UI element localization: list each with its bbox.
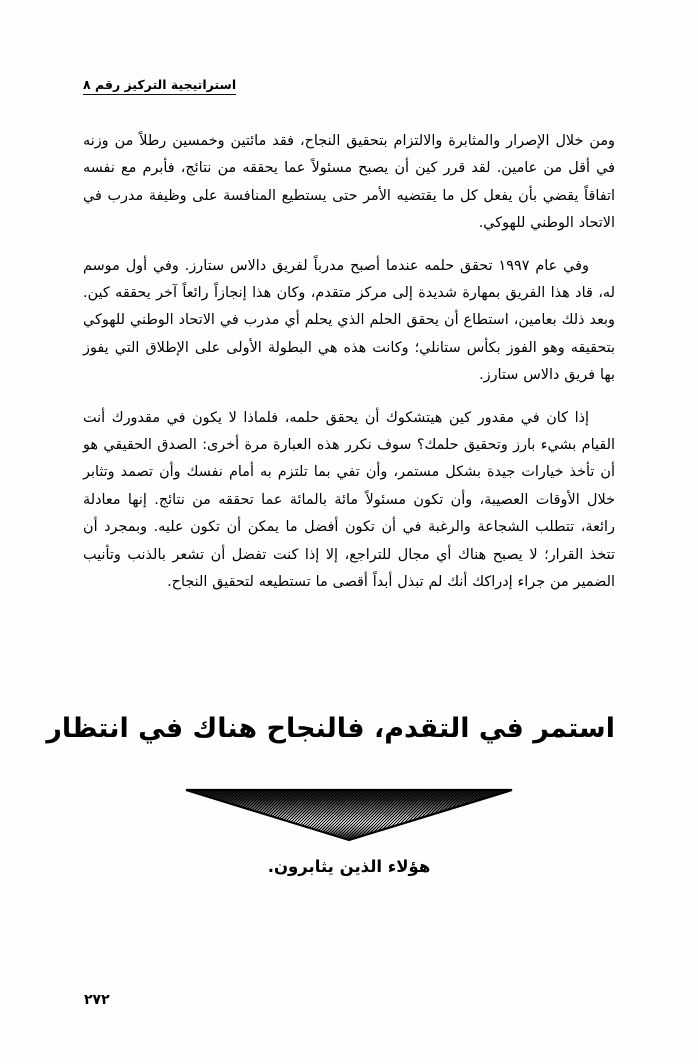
running-header: [83, 74, 615, 95]
running-header-title: استراتيجية التركيز رقم ٨: [83, 77, 236, 95]
pullquote-heading: استمر في التقدم، فالنجاح هناك في انتظار: [46, 713, 615, 744]
body-text-column: [83, 128, 615, 612]
page-number: ٢٧٢: [84, 992, 110, 1008]
paragraph: ومن خلال الإصرار والمثابرة والالتزام بتحقيق النجاح، فقد مائتين وخمسين رطلاً من وزنه في أقل من عامين. لقد قرر كين أن يصبح مسئولاً عما يحققه من نتائج، فأبرم مع نفسه اتفاقاً يقضي بأن يفعل كل ما يقتضيه الأمر حتى يستطيع المنافسة على وظيفة مدرب في الاتحاد الوطني للهوكي.: [83, 133, 615, 232]
triangle-ornament-icon: [184, 784, 514, 846]
paragraph: إذا كان في مقدور كين هيتشكوك أن يحقق حلمه، فلماذا لا يكون في مقدورك أنت القيام بشيء بارز وتحقيق حلمك؟ سوف نكرر هذه العبارة مرة أخرى: الصدق الحقيقي هو أن تأخذ خيارات جيدة بشكل مستمر، وأن تفي بما تلتزم به أمام نفسك وأن تصمد وتثابر خلال الأوقات العصيبة، وأن تكون مسئولاً مائة بالمائة عما تحققه من نتائج. إنها معادلة رائعة، تتطلب الشجاعة والرغبة في أن تكون أفضل ما يمكن أن تكون عليه. وبمجرد أن تتخذ القرار؛ لا يصبح هناك أي مجال للتراجع، إلا إذا كنت تفضل أن تشعر بالذنب وتأنيب الضمير من جراء إدراكك أنك لم تبذل أبداً أقصى ما تستطيعه لتحقيق النجاح.: [83, 409, 615, 591]
paragraph: وفي عام ١٩٩٧ تحقق حلمه عندما أصبح مدرباً لفريق دالاس ستارز. وفي أول موسم له، قاد هذا الفريق بمهارة شديدة إلى مركز متقدم، وكان هذا إنجازاً رائعاً آخر يحققه كين. وبعد ذلك بعامين، استطاع أن يحقق الحلم الذي يحلم أي مدرب في الاتحاد الوطني للهوكي بتحقيقه وهو الفوز بكأس ستانلي؛ وكانت هذه هي البطولة الأولى على الإطلاق التي يفوز بها فريق دالاس ستارز.: [83, 257, 615, 384]
closing-line: هؤلاء الذين يثابرون.: [267, 857, 431, 876]
